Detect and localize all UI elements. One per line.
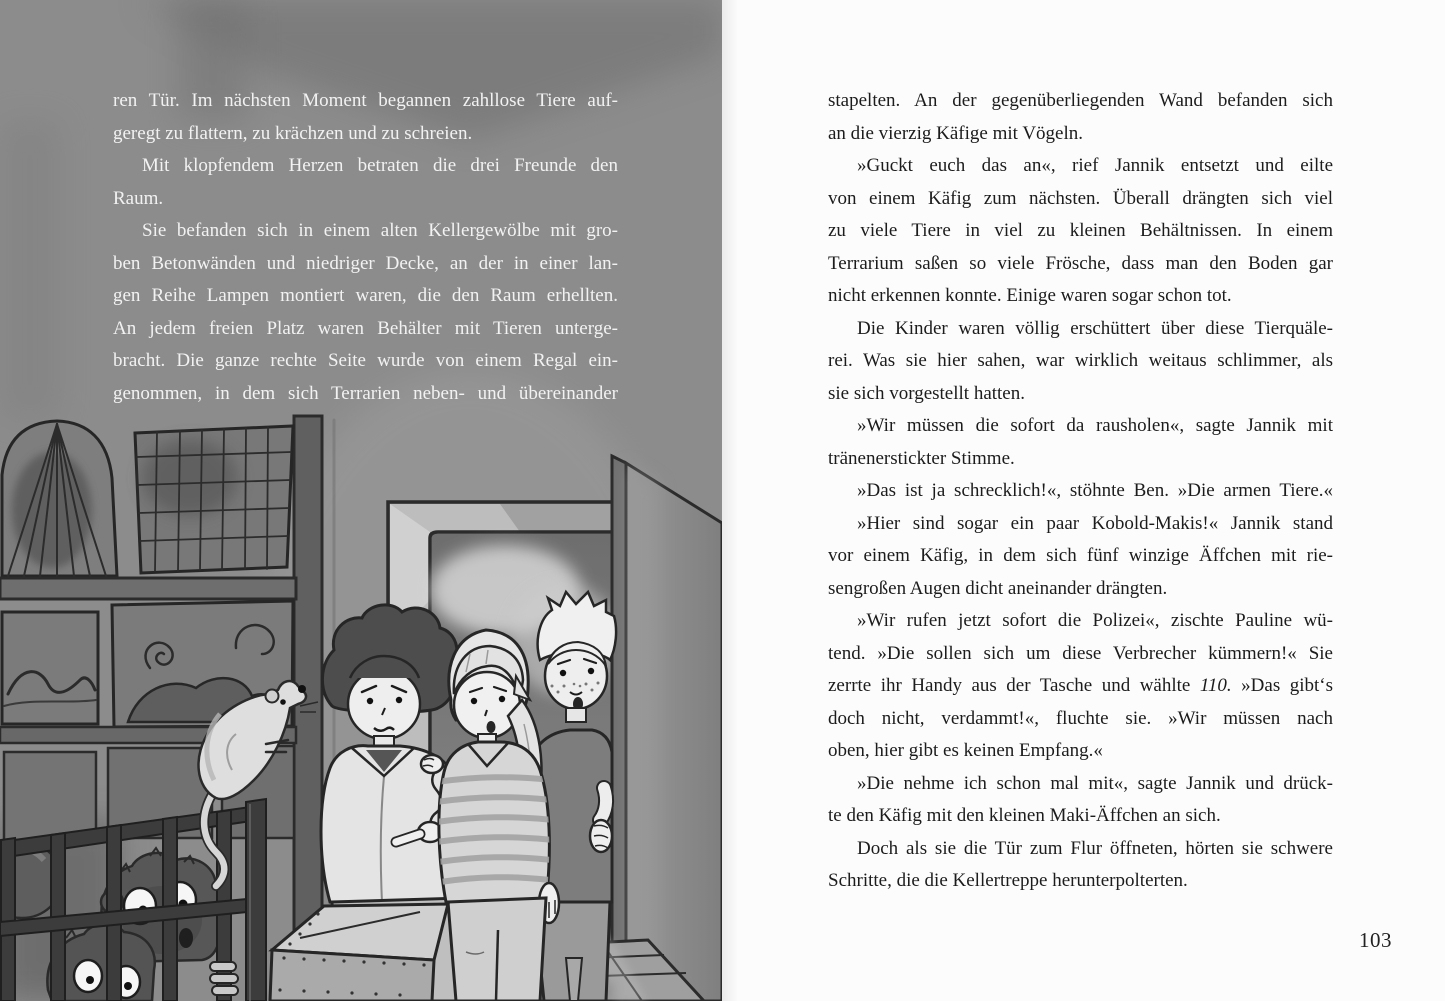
text-line: Raum.	[113, 187, 164, 209]
text-line: An jedem freien Platz waren Behälter mit Tieren unterge-	[113, 317, 618, 339]
text-line: Doch als sie die Tür zum Flur öffneten, hörten sie schwere	[857, 837, 1333, 859]
text-line: Terrarium saßen so viele Frösche, dass man den Boden gar	[828, 252, 1333, 274]
text-line: »Hier sind sogar ein paar Kobold-Makis!« Jannik stand	[857, 512, 1333, 534]
open-door	[612, 456, 722, 1001]
right-page	[722, 0, 1445, 1001]
text-line: geregt zu flattern, zu krächzen und zu schreien.	[113, 122, 473, 144]
text-line: oben, hier gibt es keinen Empfang.«	[828, 740, 1103, 761]
text-line: »Guckt euch das an«, rief Jannik entsetzt und eilte	[857, 155, 1333, 176]
monkey-hand	[210, 962, 238, 995]
text-line: te den Käfig mit den kleinen Maki-Äffchen an sich.	[828, 805, 1221, 826]
text-line: sie sich vorgestellt hatten.	[828, 382, 1025, 404]
text-line: von einem Käfig zum nächsten. Überall drängten sich viel	[828, 187, 1333, 209]
text-line: tränenerstickter Stimme.	[828, 447, 1015, 469]
text-line: doch nicht, verdammt!«, fluchte sie. »Wir müssen nach	[828, 707, 1333, 729]
text-line: tend. »Die sollen sich um diese Verbrecher kümmern!« Sie	[828, 642, 1333, 664]
mesh-cage	[135, 426, 293, 573]
text-line: Die Kinder waren völlig erschüttert über diese Tierquäle-	[857, 317, 1333, 339]
text-line: genommen, in dem sich Terrarien neben- und übereinander	[113, 382, 618, 404]
text-line: »Die nehme ich schon mal mit«, sagte Jannik und drück-	[857, 772, 1333, 794]
story-text-right	[828, 85, 1333, 898]
dome-birdcage	[2, 421, 117, 576]
text-line: vor einem Käfig, in dem sich fünf winzige Äffchen mit rie-	[828, 545, 1333, 566]
text-line: zerrte ihr Handy aus der Tasche und wählte 110. »Das gibt‘s	[828, 675, 1333, 696]
text-line: »Wir müssen die sofort da rausholen«, sagte Jannik mit	[857, 415, 1333, 436]
text-line: gen Reihe Lampen montiert waren, die den Raum erhellten.	[113, 285, 618, 306]
text-line: zu viele Tiere in viel zu kleinen Behältnissen. In einem	[828, 220, 1333, 241]
text-line: stapelten. An der gegenüberliegenden Wand befanden sich	[828, 90, 1333, 111]
text-line: bracht. Die ganze rechte Seite wurde von einem Regal ein-	[113, 350, 618, 371]
text-line: ren Tür. Im nächsten Moment begannen zahllose Tiere auf-	[113, 90, 618, 111]
text-line: Schritte, die die Kellertreppe herunterpolterten.	[828, 870, 1188, 891]
story-text-left	[113, 85, 618, 410]
left-page	[0, 0, 722, 1001]
text-line: »Wir rufen jetzt sofort die Polizei«, zischte Pauline wü-	[857, 610, 1333, 631]
text-line: ben Betonwänden und niedriger Decke, an der in einer lan-	[113, 252, 618, 274]
page-number: 103	[1359, 928, 1392, 952]
text-line: »Das ist ja schrecklich!«, stöhnte Ben. »Die armen Tiere.«	[857, 480, 1333, 501]
gutter-shadow	[722, 0, 738, 1001]
text-line: sengroßen Augen dicht aneinander drängten.	[828, 577, 1168, 599]
text-line: Sie befanden sich in einem alten Kellergewölbe mit gro-	[142, 220, 618, 241]
terrarium-snake	[2, 612, 98, 724]
text-line: an die vierzig Käfige mit Vögeln.	[828, 122, 1084, 144]
text-line: rei. Was sie hier sahen, war wirklich weitaus schlimmer, als	[828, 350, 1333, 371]
text-line: nicht erkennen konnte. Einige waren sogar schon tot.	[828, 285, 1232, 306]
text-line: Mit klopfendem Herzen betraten die drei Freunde den	[142, 155, 618, 176]
